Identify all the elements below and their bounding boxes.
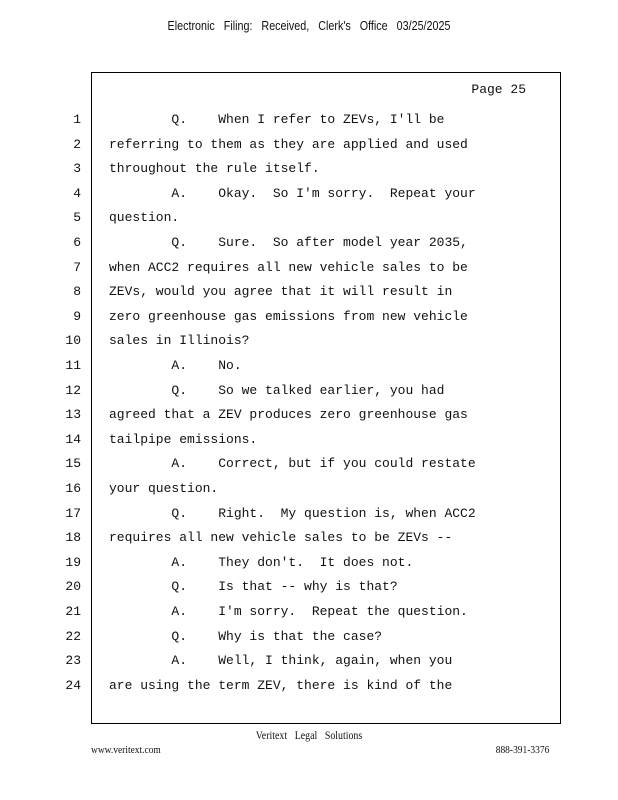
transcript-line (0, 112, 618, 136)
line-text: when ACC2 requires all new vehicle sales to be (109, 259, 468, 275)
transcript-line (0, 210, 618, 234)
page-number: Page 25 (471, 82, 526, 97)
transcript-line (0, 579, 618, 603)
transcript-line (0, 309, 618, 333)
line-text: Q. Is that -- why is that? (109, 579, 398, 595)
line-number: 6 (73, 235, 81, 250)
transcript-line (0, 333, 618, 357)
line-text: A. Okay. So I'm sorry. Repeat your (109, 185, 476, 201)
line-number: 20 (65, 579, 81, 595)
line-number: 2 (73, 136, 81, 152)
transcript-line (0, 653, 618, 677)
transcript-line (0, 235, 618, 259)
transcript-line (0, 137, 618, 161)
line-text: Q. Right. My question is, when ACC2 (109, 505, 476, 521)
line-text: Q. Why is that the case? (109, 628, 383, 644)
transcript-line (0, 284, 618, 308)
transcript-line (0, 506, 618, 530)
line-number: 4 (73, 185, 81, 201)
transcript-line (0, 555, 618, 579)
line-text: your question. (109, 481, 219, 496)
transcript-line (0, 432, 618, 456)
line-number: 21 (65, 604, 81, 619)
line-text: are using the term ZEV, there is kind of the (109, 677, 453, 693)
footer-website: www.veritext.com (91, 744, 161, 756)
line-text: ZEVs, would you agree that it will result in (109, 284, 453, 300)
transcript-line (0, 530, 618, 554)
line-number: 15 (65, 456, 81, 472)
line-number: 19 (65, 554, 81, 570)
line-text: Q. Sure. So after model year 2035, (109, 235, 468, 250)
transcript-line (0, 383, 618, 407)
line-text: referring to them as they are applied and used (109, 136, 468, 152)
transcript-line (0, 358, 618, 382)
line-text: zero greenhouse gas emissions from new vehicle (109, 308, 468, 324)
line-text: A. No. (109, 358, 242, 373)
line-number: 13 (65, 407, 81, 423)
transcript-line (0, 456, 618, 480)
transcript-line (0, 604, 618, 628)
line-text: tailpipe emissions. (109, 431, 258, 447)
footer-phone: 888-391-3376 (495, 744, 549, 756)
line-number: 16 (65, 481, 81, 496)
transcript-line (0, 260, 618, 284)
line-number: 9 (73, 308, 81, 324)
line-number: 11 (65, 358, 81, 373)
line-text: agreed that a ZEV produces zero greenhouse gas (109, 407, 468, 423)
line-number: 1 (73, 112, 81, 127)
transcript-line (0, 186, 618, 210)
line-text: A. Correct, but if you could restate (109, 456, 476, 472)
line-text: sales in Illinois? (109, 333, 250, 349)
line-number: 22 (65, 628, 81, 644)
footer-company: Veritext Legal Solutions (255, 730, 363, 742)
line-text: A. I'm sorry. Repeat the question. (109, 604, 468, 619)
line-number: 23 (65, 653, 81, 669)
line-number: 3 (73, 161, 81, 177)
line-number: 18 (65, 530, 81, 546)
line-text: throughout the rule itself. (109, 161, 320, 177)
transcript-line (0, 678, 618, 702)
line-text: A. Well, I think, again, when you (109, 653, 453, 669)
transcript-line (0, 407, 618, 431)
filing-header: Electronic Filing: Received, Clerk's Office 03/25/2025 (167, 19, 451, 33)
line-number: 17 (65, 505, 81, 521)
line-text: question. (109, 210, 180, 226)
line-number: 10 (65, 333, 81, 349)
line-text: Q. So we talked earlier, you had (109, 382, 445, 398)
line-number: 8 (73, 284, 81, 300)
line-text: A. They don't. It does not. (109, 554, 414, 570)
line-text: Q. When I refer to ZEVs, I'll be (109, 112, 445, 127)
transcript-line (0, 161, 618, 185)
transcript-line (0, 481, 618, 505)
line-number: 24 (65, 677, 81, 693)
line-number: 5 (73, 210, 81, 226)
line-text: requires all new vehicle sales to be ZEVs -- (109, 530, 453, 546)
transcript-line (0, 629, 618, 653)
line-number: 7 (73, 259, 81, 275)
line-number: 12 (65, 382, 81, 398)
line-number: 14 (65, 431, 81, 447)
